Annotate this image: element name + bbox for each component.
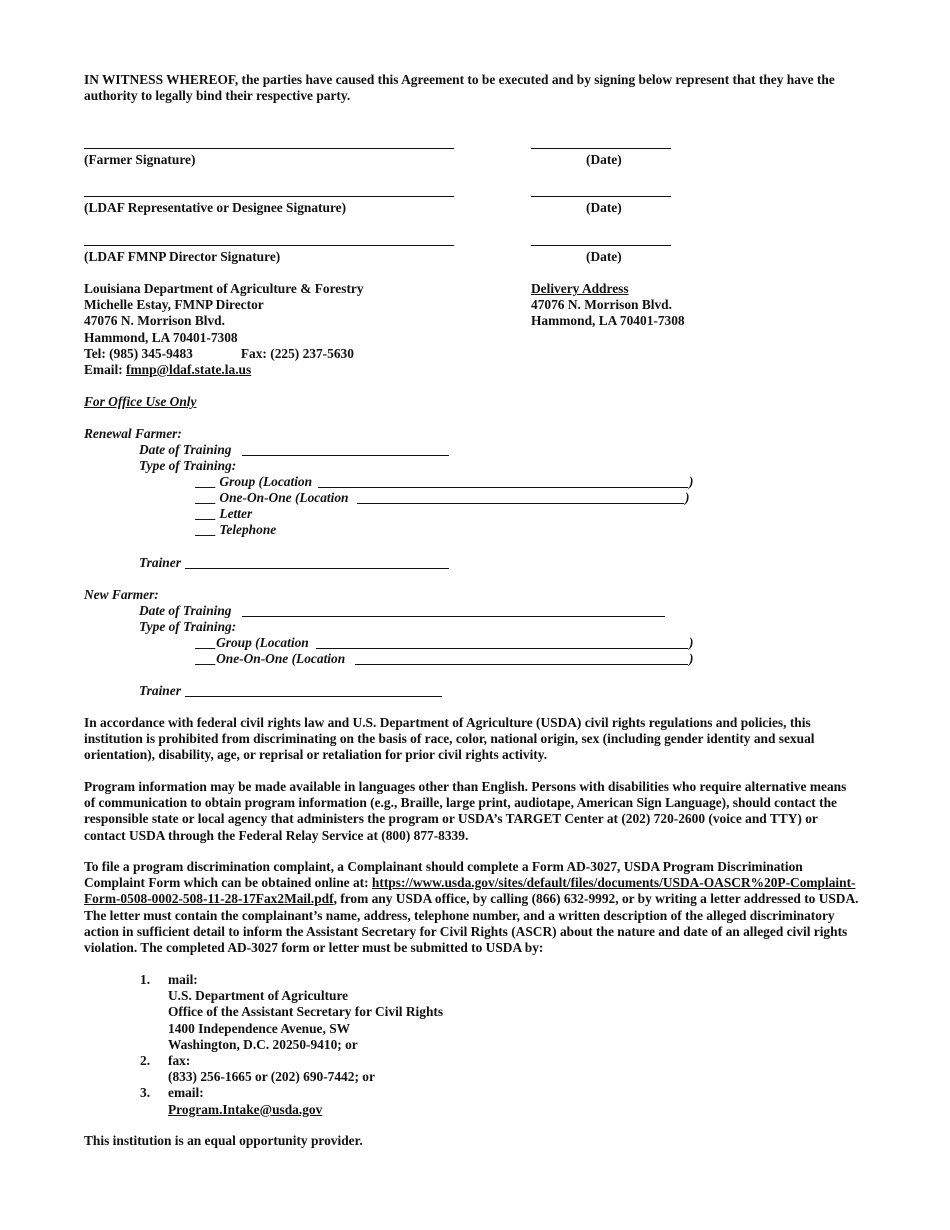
contact-city: Hammond, LA 70401-7308 [84, 329, 238, 345]
renewal-group-option[interactable]: ___ Group (Location [196, 474, 313, 489]
renewal-trainer-field[interactable] [185, 568, 449, 569]
method-fax [140, 1053, 443, 1085]
office-use-title: For Office Use Only [84, 394, 197, 409]
submission-methods-list [140, 972, 443, 1118]
renewal-date-label: Date of Training [139, 442, 232, 457]
renewal-letter-option[interactable]: ___ Letter [196, 506, 253, 521]
contact-block [84, 281, 364, 378]
contact-email-row [84, 362, 364, 378]
new-one-on-one-location-field[interactable] [355, 664, 688, 665]
director-signature-line[interactable] [84, 245, 454, 246]
complaint-details: , from any USDA office, by calling (866) 632-9992, or by writing a letter addressed to USDA. The letter must contain the complainant’s name, address, telephone number, and a written description of the alleged discriminatory action in sufficient detail to inform the Assistant Secretary for Civil Rights (ASCR) about the nature and date of an alleged civil rights violation. The completed AD-3027 form or letter must be submitted to USDA by: [84, 891, 859, 956]
method-fax-label: fax: [168, 1053, 191, 1069]
method-fax-number: 2. [140, 1053, 151, 1069]
complaint-intro: To file a program discrimination complaint, a Complainant should complete a Form AD-3027, USDA Program Discrimination Complaint Form which can be obtained online at: [84, 859, 803, 891]
method-email [140, 1085, 443, 1117]
method-mail-label: mail: [168, 972, 198, 987]
contact-name: Michelle Estay, FMNP Director [84, 297, 264, 313]
equal-opportunity-statement: This institution is an equal opportunity provider. [84, 1133, 363, 1148]
new-one-on-one-close: ) [689, 651, 694, 666]
complaint-form-link[interactable]: https://www.usda.gov/sites/default/files/documents/USDA-OASCR%20P-Complaint-Form-0508-0002-508-11-28-17Fax2Mail.pdf [84, 875, 856, 907]
renewal-group-location-field[interactable] [318, 487, 688, 488]
ldaf-rep-date-line[interactable] [531, 196, 671, 197]
program-info-statement: Program information may be made available in languages other than English. Persons with disabilities who require alternative means of communication to obtain program information (e.g., Braille, large print, audiotape, American Sign Language), should contact the responsible state or local agency that administers the program or USDA’s TARGET Center at (202) 720-2600 (voice and TTY) or contact USDA through the Federal Relay Service at (800) 877-8339. [84, 779, 847, 843]
renewal-date-field[interactable] [242, 455, 449, 456]
civil-rights-statement: In accordance with federal civil rights law and U.S. Department of Agriculture (USDA) civil rights regulations and policies, this institution is prohibited from discriminating on the basis of race, color, national origin, sex (including gender identity and sexual orientation), disability, age, or reprisal or retaliation for prior civil rights activity. [84, 715, 815, 763]
ldaf-rep-signature-line[interactable] [84, 196, 454, 197]
contact-street: 47076 N. Morrison Blvd. [84, 313, 225, 329]
new-date-label: Date of Training [139, 603, 232, 618]
farmer-signature-label: (Farmer Signature) [84, 152, 196, 167]
new-group-location-field[interactable] [316, 648, 688, 649]
director-date-label: (Date) [586, 249, 622, 264]
method-email-number: 3. [140, 1085, 151, 1101]
new-trainer-field[interactable] [185, 696, 442, 697]
renewal-one-on-one-location-field[interactable] [357, 503, 684, 504]
farmer-date-label: (Date) [586, 152, 622, 167]
new-type-label: Type of Training: [139, 619, 237, 634]
method-mail-number: 1. [140, 972, 151, 987]
new-farmer-heading: New Farmer: [84, 587, 159, 602]
director-date-line[interactable] [531, 245, 671, 246]
farmer-date-line[interactable] [531, 148, 671, 149]
renewal-telephone-option[interactable]: ___ Telephone [196, 522, 277, 537]
new-group-close: ) [689, 635, 694, 650]
contact-phone-row [84, 346, 364, 362]
renewal-type-label: Type of Training: [139, 458, 237, 473]
delivery-title: Delivery Address [531, 281, 629, 296]
director-signature-label: (LDAF FMNP Director Signature) [84, 249, 281, 264]
renewal-group-close: ) [689, 474, 694, 489]
new-one-on-one-option[interactable]: ___One-On-One (Location [196, 651, 346, 666]
new-trainer-label: Trainer [139, 683, 181, 698]
delivery-street: 47076 N. Morrison Blvd. [531, 297, 672, 313]
renewal-heading: Renewal Farmer: [84, 426, 182, 441]
new-group-option[interactable]: ___Group (Location [196, 635, 309, 650]
fax-numbers: (833) 256-1665 or (202) 690-7442; or [168, 1069, 375, 1085]
renewal-one-on-one-close: ) [685, 490, 690, 505]
contact-email-label: Email: [84, 362, 127, 378]
ldaf-rep-signature-label: (LDAF Representative or Designee Signature) [84, 200, 347, 215]
renewal-trainer-label: Trainer [139, 555, 181, 570]
mail-address-line: U.S. Department of Agriculture [168, 988, 349, 1004]
ldaf-rep-date-label: (Date) [586, 200, 622, 215]
renewal-one-on-one-option[interactable]: ___ One-On-One (Location [196, 490, 349, 505]
contact-email-link[interactable]: fmnp@ldaf.state.la.us [126, 362, 252, 378]
witness-statement: IN WITNESS WHEREOF, the parties have caused this Agreement to be executed and by signing below represent that they have the authority to legally bind their respective party. [84, 72, 835, 104]
farmer-signature-line[interactable] [84, 148, 454, 149]
contact-tel: Tel: (985) 345-9483 [84, 345, 193, 361]
contact-fax: Fax: (225) 237-5630 [240, 345, 354, 361]
delivery-address-block [531, 281, 685, 330]
method-email-label: email: [168, 1085, 204, 1101]
complaint-statement [84, 859, 860, 956]
mail-address-line: Office of the Assistant Secretary for Civil Rights [168, 1004, 444, 1020]
mail-address-line: Washington, D.C. 20250-9410; or [168, 1036, 358, 1052]
mail-address-line: 1400 Independence Avenue, SW [168, 1020, 351, 1036]
new-date-field[interactable] [242, 616, 665, 617]
intake-email-link[interactable]: Program.Intake@usda.gov [168, 1101, 323, 1117]
contact-org: Louisiana Department of Agriculture & Forestry [84, 281, 364, 296]
delivery-city: Hammond, LA 70401-7308 [531, 313, 685, 329]
method-mail [140, 972, 443, 1053]
